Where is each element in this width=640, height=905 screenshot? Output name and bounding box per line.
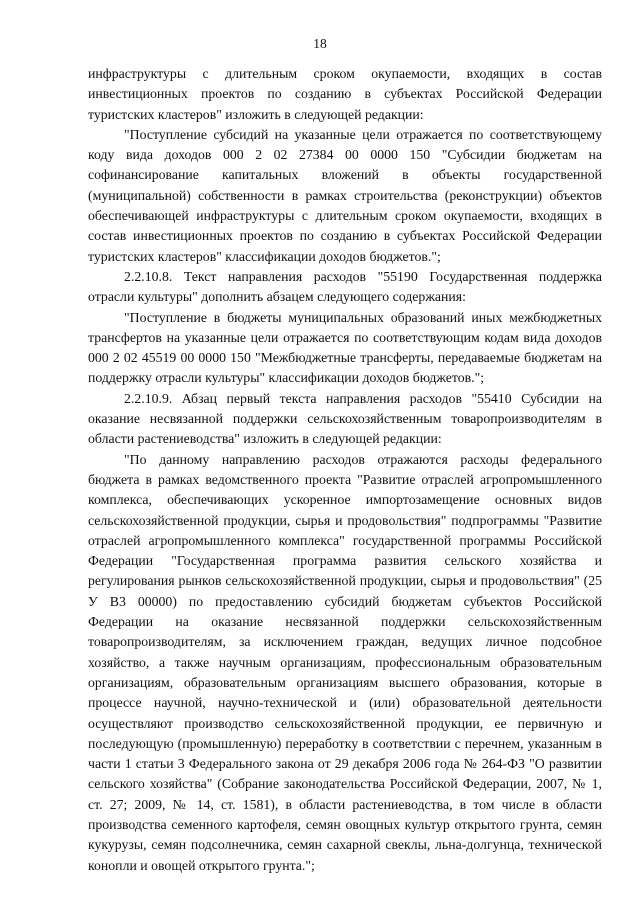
paragraph: 2.2.10.9. Абзац первый текста направления расходов "55410 Субсидии на оказание несвязанной поддержки сельскохозяйственным товаропроизводителям в области растениеводства" изложить в следующей редакции: — [88, 390, 602, 447]
paragraph: "Поступление субсидий на указанные цели отражается по соответствующему коду вида доходов 000 2 02 27384 00 0000 150 "Субсидии бюджетам на софинансирование капитальных вложений в объекты государственной (муниципальной) собственности в рамках строительства (реконструкции) объектов обеспечивающей инфраструктуры с длительным сроком окупаемости, входящих в состав инвестиционных проектов по созданию в субъектах Российской Федерации туристских кластеров" классификации доходов бюджетов."; — [88, 126, 602, 264]
paragraph: "По данному направлению расходов отражаются расходы федерального бюджета в рамках ведомственного проекта "Развитие отраслей агропромышленного комплекса, обеспечивающих ускоренное импортозамещение основных видов сельскохозяйственной продукции, сырья и продовольствия" подпрограммы "Развитие отраслей агропромышленного комплекса" государственной программы Российской Федерации "Государственная программа развития сельского хозяйства и регулирования рынков сельскохозяйственной продукции, сырья и продовольствия" (25 У В3 00000) по предоставлению субсидий бюджетам субъектов Российской Федерации на оказание несвязанной поддержки сельскохозяйственным товаропроизводителям, за исключением граждан, ведущих личное подсобное хозяйство, а также научным организациям, профессиональным образовательным организациям, образовательным организациям высшего образования, которые в процессе научной, научно-технической и (или) образовательной деятельности осуществляют производство сельскохозяйственной продукции, ее первичную и последующую (промышленную) переработку в соответствии с перечнем, указанным в части 1 статьи 3 Федерального закона от 29 декабря 2006 года № 264-ФЗ "О развитии сельского хозяйства" (Собрание законодательства Российской Федерации, 2007, № 1, ст. 27; 2009, № 14, ст. 1581), в области растениеводства, в том числе в области производства семенного картофеля, семян овощных культур открытого грунта, семян кукурузы, семян подсолнечника, семян сахарной свеклы, льна-долгунца, технической конопли и овощей открытого грунта."; — [88, 451, 602, 873]
paragraph: 2.2.10.8. Текст направления расходов "55190 Государственная поддержка отрасли культуры" дополнить абзацем следующего содержания: — [88, 268, 602, 305]
paragraph: инфраструктуры с длительным сроком окупаемости, входящих в состав инвестиционных проектов по созданию в субъектах Российской Федерации туристских кластеров" изложить в следующей редакции: — [88, 66, 602, 122]
body-text — [88, 64, 602, 876]
paragraph: "Поступление в бюджеты муниципальных образований иных межбюджетных трансфертов на указанные цели отражается по соответствующим кодам вида доходов 000 2 02 45519 00 0000 150 "Межбюджетные трансферты, передаваемые бюджетам на поддержку отрасли культуры" классификации доходов бюджетов."; — [88, 309, 602, 386]
page-number: 18 — [313, 36, 327, 51]
